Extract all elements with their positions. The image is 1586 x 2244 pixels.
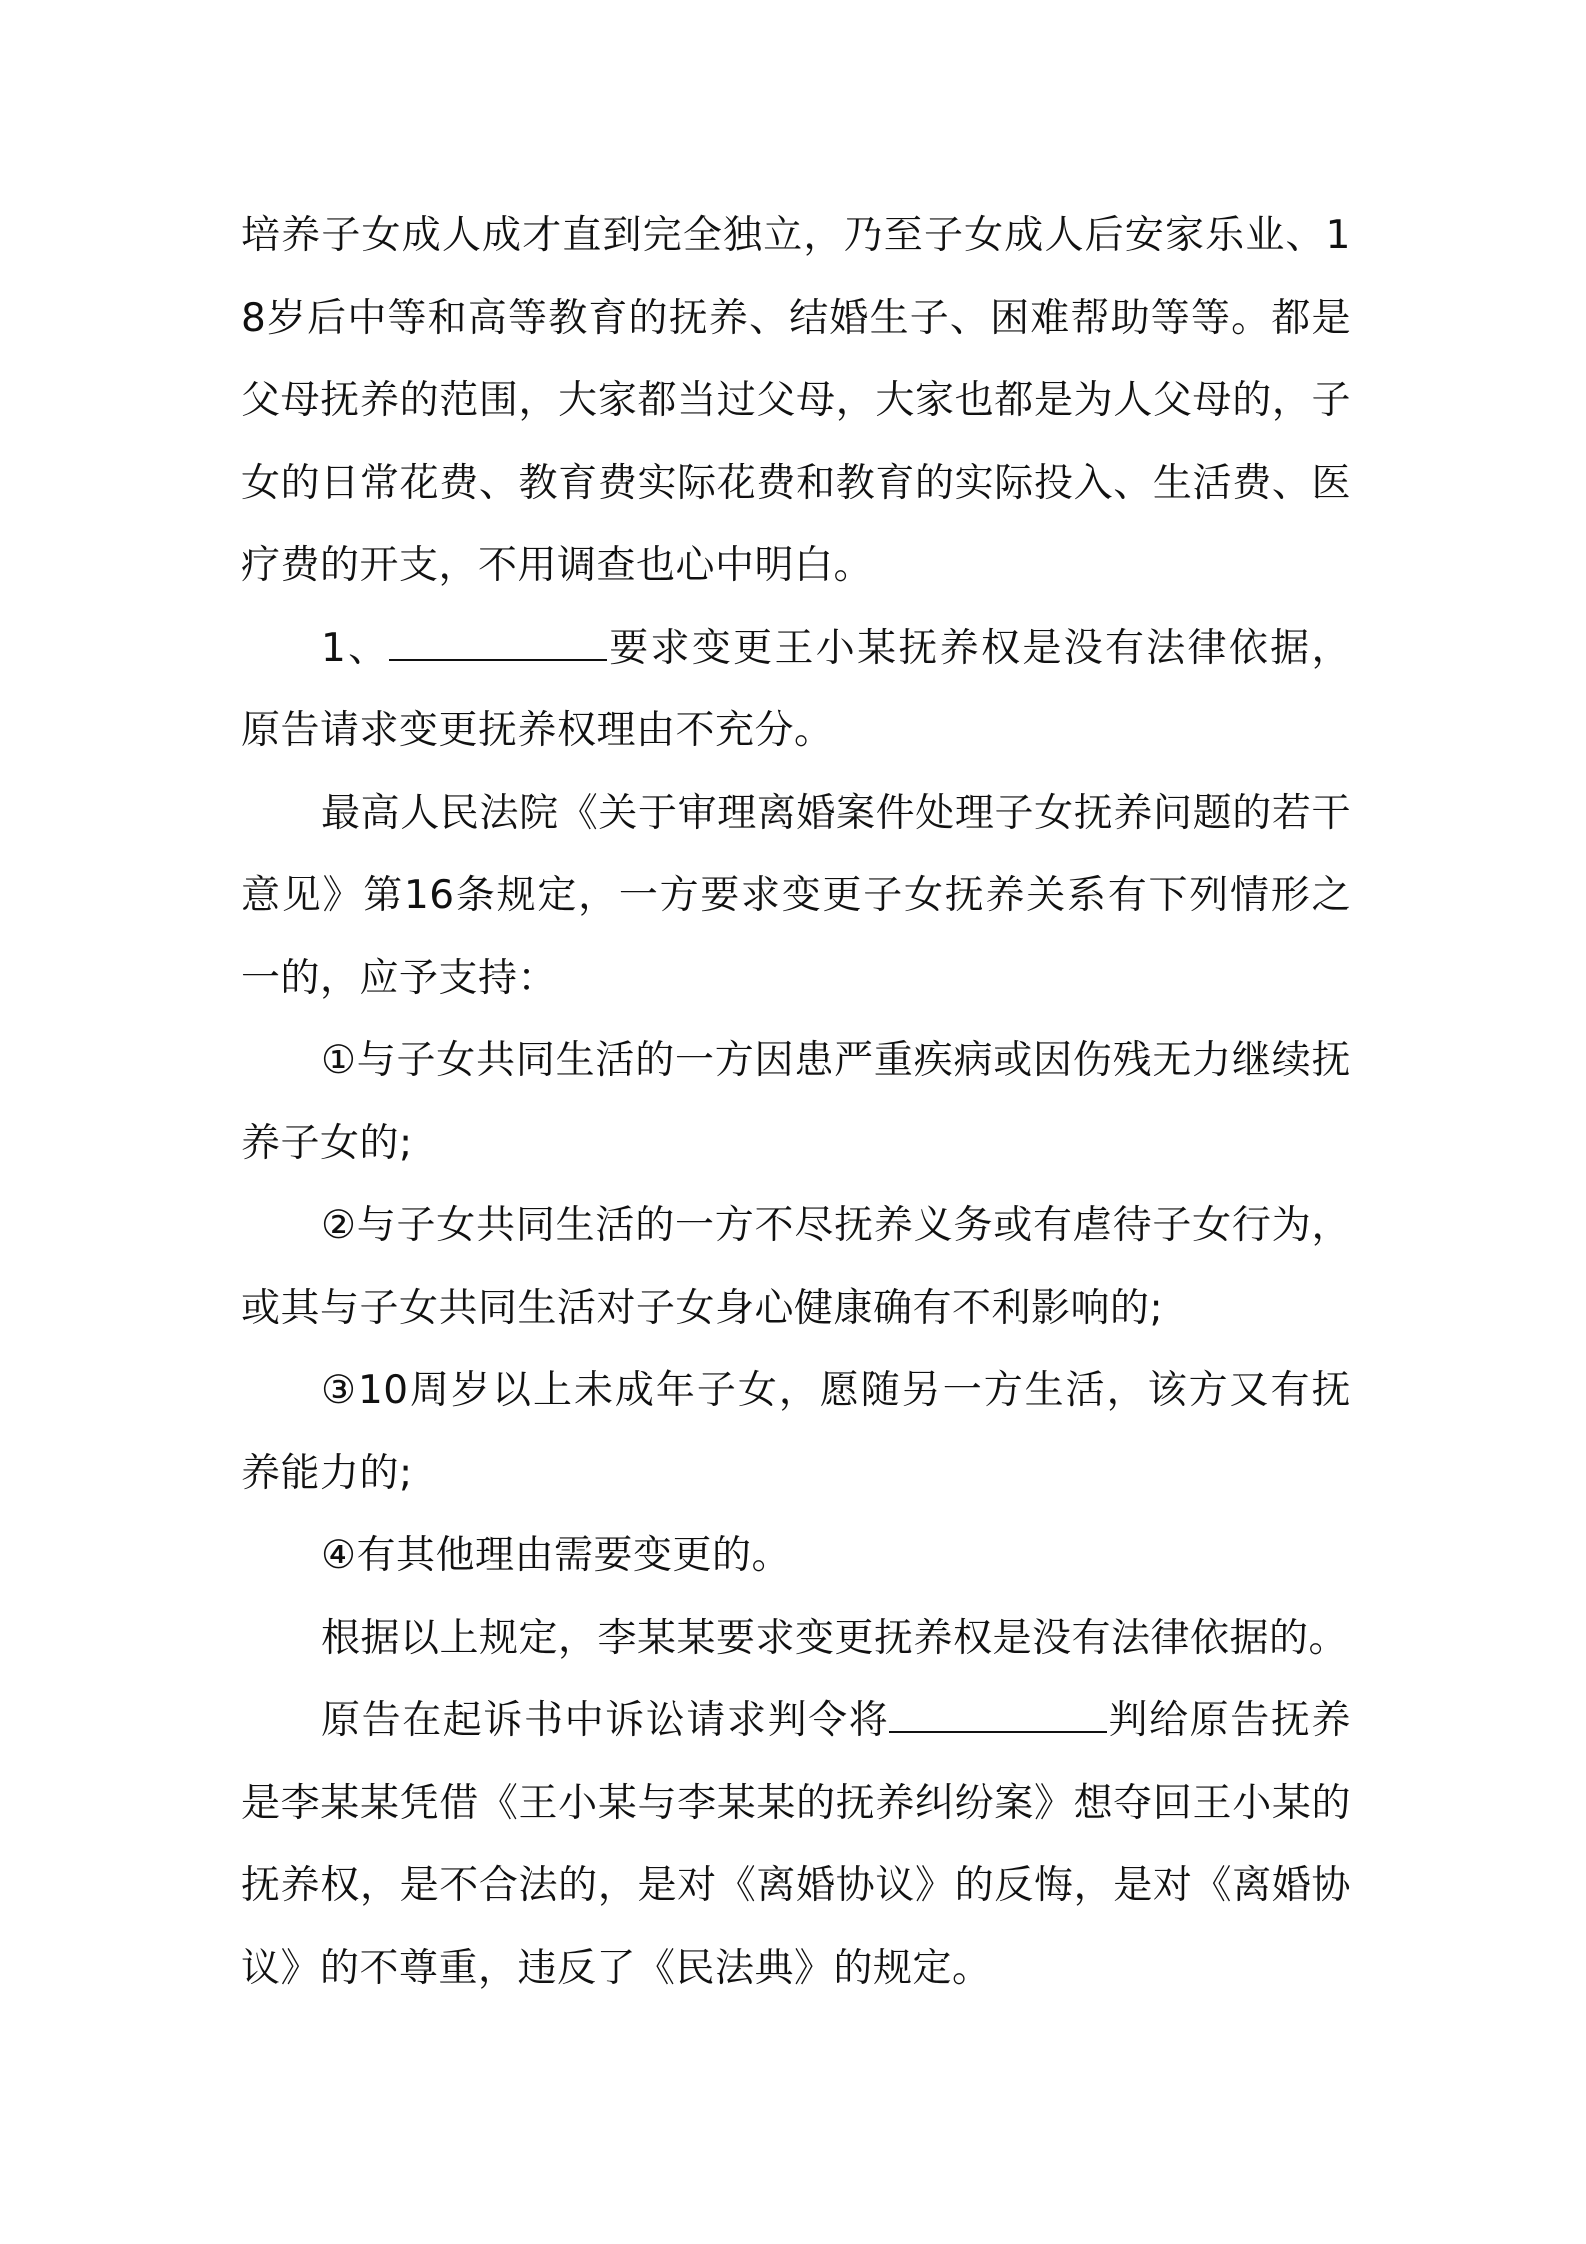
paragraph-prefix: 1、 (321, 625, 390, 671)
paragraph-text: ③10周岁以上未成年子女，愿随另一方生活，该方又有抚养能力的; (241, 1368, 1351, 1496)
list-item-condition-4 (241, 1515, 1351, 1598)
blank-field-2 (889, 1696, 1107, 1733)
blank-field-1 (389, 623, 607, 660)
paragraph-text: 根据以上规定，李某某要求变更抚养权是没有法律依据的。 (321, 1615, 1349, 1661)
paragraph-text: 培养子女成人成才直到完全独立，乃至子女成人后安家乐业、18岁后中等和高等教育的抚养、结婚生子、困难帮助等等。都是父母抚养的范围，大家都当过父母，大家也都是为人父母的，子女的日常花费、教育费实际花费和教育的实际投入、生活费、医疗费的开支，不用调查也心中明白。 (241, 213, 1351, 588)
paragraph-conclusion (241, 1598, 1351, 1681)
paragraph-text: ②与子女共同生活的一方不尽抚养义务或有虐待子女行为，或其与子女共同生活对子女身心健康确有不利影响的; (241, 1203, 1351, 1331)
list-item-condition-3 (241, 1350, 1351, 1515)
document-body (241, 195, 1351, 2010)
paragraph-text: 最高人民法院《关于审理离婚案件处理子女抚养问题的若干意见》第16条规定，一方要求变更子女抚养关系有下列情形之一的，应予支持： (241, 790, 1351, 1001)
list-item-condition-1 (241, 1020, 1351, 1185)
paragraph-text: ①与子女共同生活的一方因患严重疾病或因伤残无力继续抚养子女的; (241, 1038, 1351, 1166)
paragraph-suffix: 要求变更王小某抚养权是没有法律依据，原告请求变更抚养权理由不充分。 (241, 625, 1351, 753)
paragraph-text: ④有其他理由需要变更的。 (321, 1533, 791, 1578)
paragraph-suffix: 判给原告抚养是李某某凭借《王小某与李某某的抚养纠纷案》想夺回王小某的抚养权，是不合法的，是对《离婚协议》的反悔，是对《离婚协议》的不尊重，违反了《民法典》的规定。 (241, 1698, 1351, 1991)
paragraph-court-opinion (241, 773, 1351, 1021)
paragraph-support-scope (241, 195, 1351, 608)
paragraph-point-1 (241, 608, 1351, 773)
list-item-condition-2 (241, 1185, 1351, 1350)
paragraph-prefix: 原告在起诉书中诉讼请求判令将 (321, 1698, 890, 1743)
paragraph-complaint-analysis (241, 1680, 1351, 2010)
